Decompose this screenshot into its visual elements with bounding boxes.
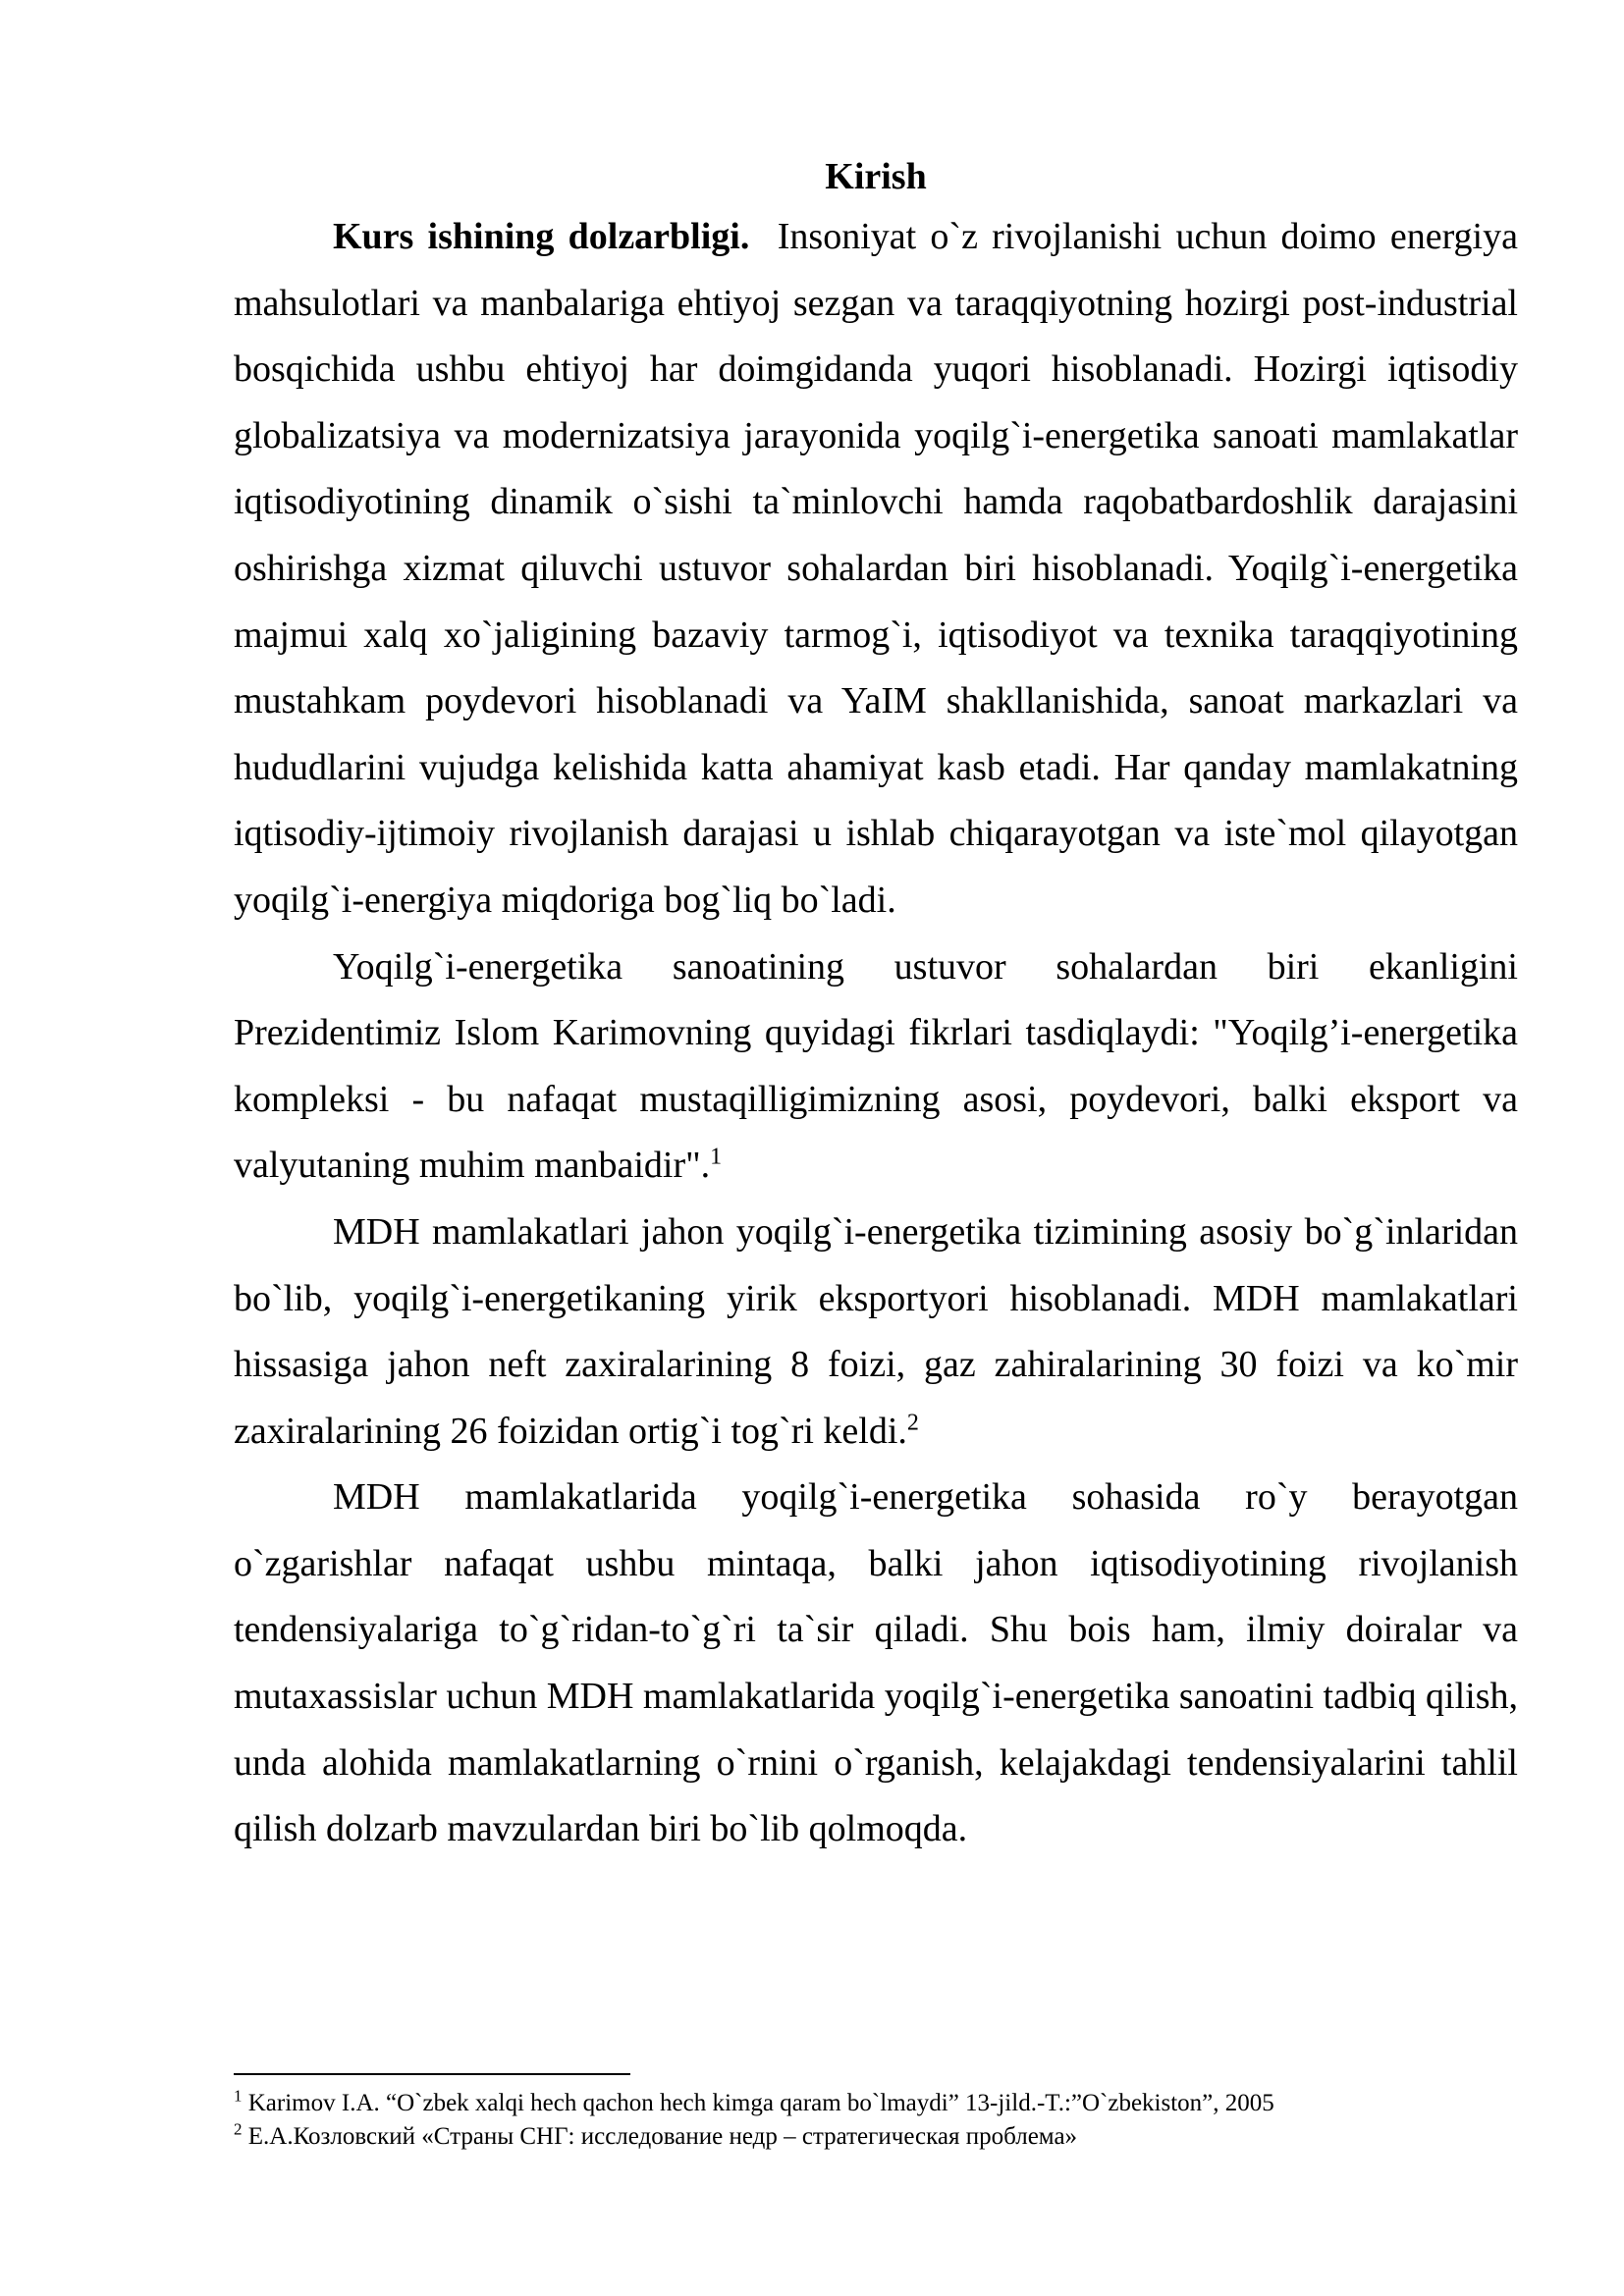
paragraph-text: Insoniyat o`z rivojlanishi uchun doimo energiya mahsulotlari va manbalariga ehtiyoj sezgan va taraqqiyotning hozirgi post-industrial bosqichida ushbu ehtiyoj har doimgidanda yuqori hisoblanadi. Hozirgi iqtisodiy globalizatsiya va modernizatsiya jarayonida yoqilg`i-energetika sanoati mamlakatlar iqtisodiyotining dinamik o`sishi ta`minlovchi hamda raqobatbardoshlik darajasini oshirishga xizmat qiluvchi ustuvor sohalardan biri hisoblanadi. Yoqilg`i-energetika majmui xalq xo`jaligining bazaviy tarmog`i, iqtisodiyot va texnika taraqqiyotining mustahkam poydevori hisoblanadi va YaIM shakllanishida, sanoat markazlari va hududlarini vujudga kelishida katta ahamiyat kasb etadi. Har qanday mamlakatning iqtisodiy-ijtimoiy rivojlanish darajasi u ishlab chiqarayotgan va iste`mol qilayotgan yoqilg`i-energiya miqdoriga bog`liq bo`ladi. [234,216,1518,921]
paragraph-cis-changes [234,1465,1518,1863]
paragraph-text: Yoqilg`i-energetika sanoatining ustuvor sohalardan biri ekanligini Prezidentimiz Islom Karimovning quyidagi fikrlari tasdiqlaydi: "Yoqilg’i-energetika kompleksi - bu nafaqat mustaqilligimizning asosi, poydevori, balki eksport va valyutaning muhim manbaidir". [234,945,1518,1187]
paragraph-cis-reserves [234,1200,1518,1465]
footnote-text: Karimov I.A. “O`zbek xalqi hech qachon hech kimga qaram bo`lmaydi” 13-jild.-T.:”O`zbekiston”, 2005 [247,2090,1274,2116]
footnote-reference[interactable]: 2 [906,1410,919,1436]
footnote-text: Е.А.Козловский «Страны СНГ: исследование недр – стратегическая проблема» [247,2123,1078,2150]
footnote-separator [234,2073,630,2075]
footnotes-section [234,2073,1518,2154]
paragraph-president-quote [234,934,1518,1200]
paragraph-lead-heading: Kurs ishining dolzarbligi. [333,216,750,257]
footnote-item [234,2120,1518,2154]
footnote-number: 2 [234,2119,243,2139]
paragraph-relevance [234,204,1518,934]
document-body [234,149,1518,1863]
footnote-number: 1 [234,2086,243,2106]
page-title: Kirish [825,156,927,197]
footnote-item [234,2087,1518,2120]
footnote-reference[interactable]: 1 [710,1144,723,1170]
paragraph-text: MDH mamlakatlarida yoqilg`i-energetika sohasida ro`y berayotgan o`zgarishlar nafaqat ushbu mintaqa, balki jahon iqtisodiyotining rivojlanish tendensiyalariga to`g`ridan-to`g`ri ta`sir qiladi. Shu bois ham, ilmiy doiralar va mutaxassislar uchun MDH mamlakatlarida yoqilg`i-energetika sanoatini tadbiq qilish, unda alohida mamlakatlarning o`rnini o`rganish, kelajakdagi tendensiyalarini tahlil qilish dolzarb mavzulardan biri bo`lib qolmoqda. [234,1476,1518,1850]
paragraph-text: MDH mamlakatlari jahon yoqilg`i-energetika tizimining asosiy bo`g`inlaridan bo`lib, yoqilg`i-energetikaning yirik eksportyori hisoblanadi. MDH mamlakatlari hissasiga jahon neft zaxiralarining 8 foizi, gaz zahiralarining 30 foizi va ko`mir zaxiralarining 26 foizidan ortig`i tog`ri keldi. [234,1210,1518,1452]
